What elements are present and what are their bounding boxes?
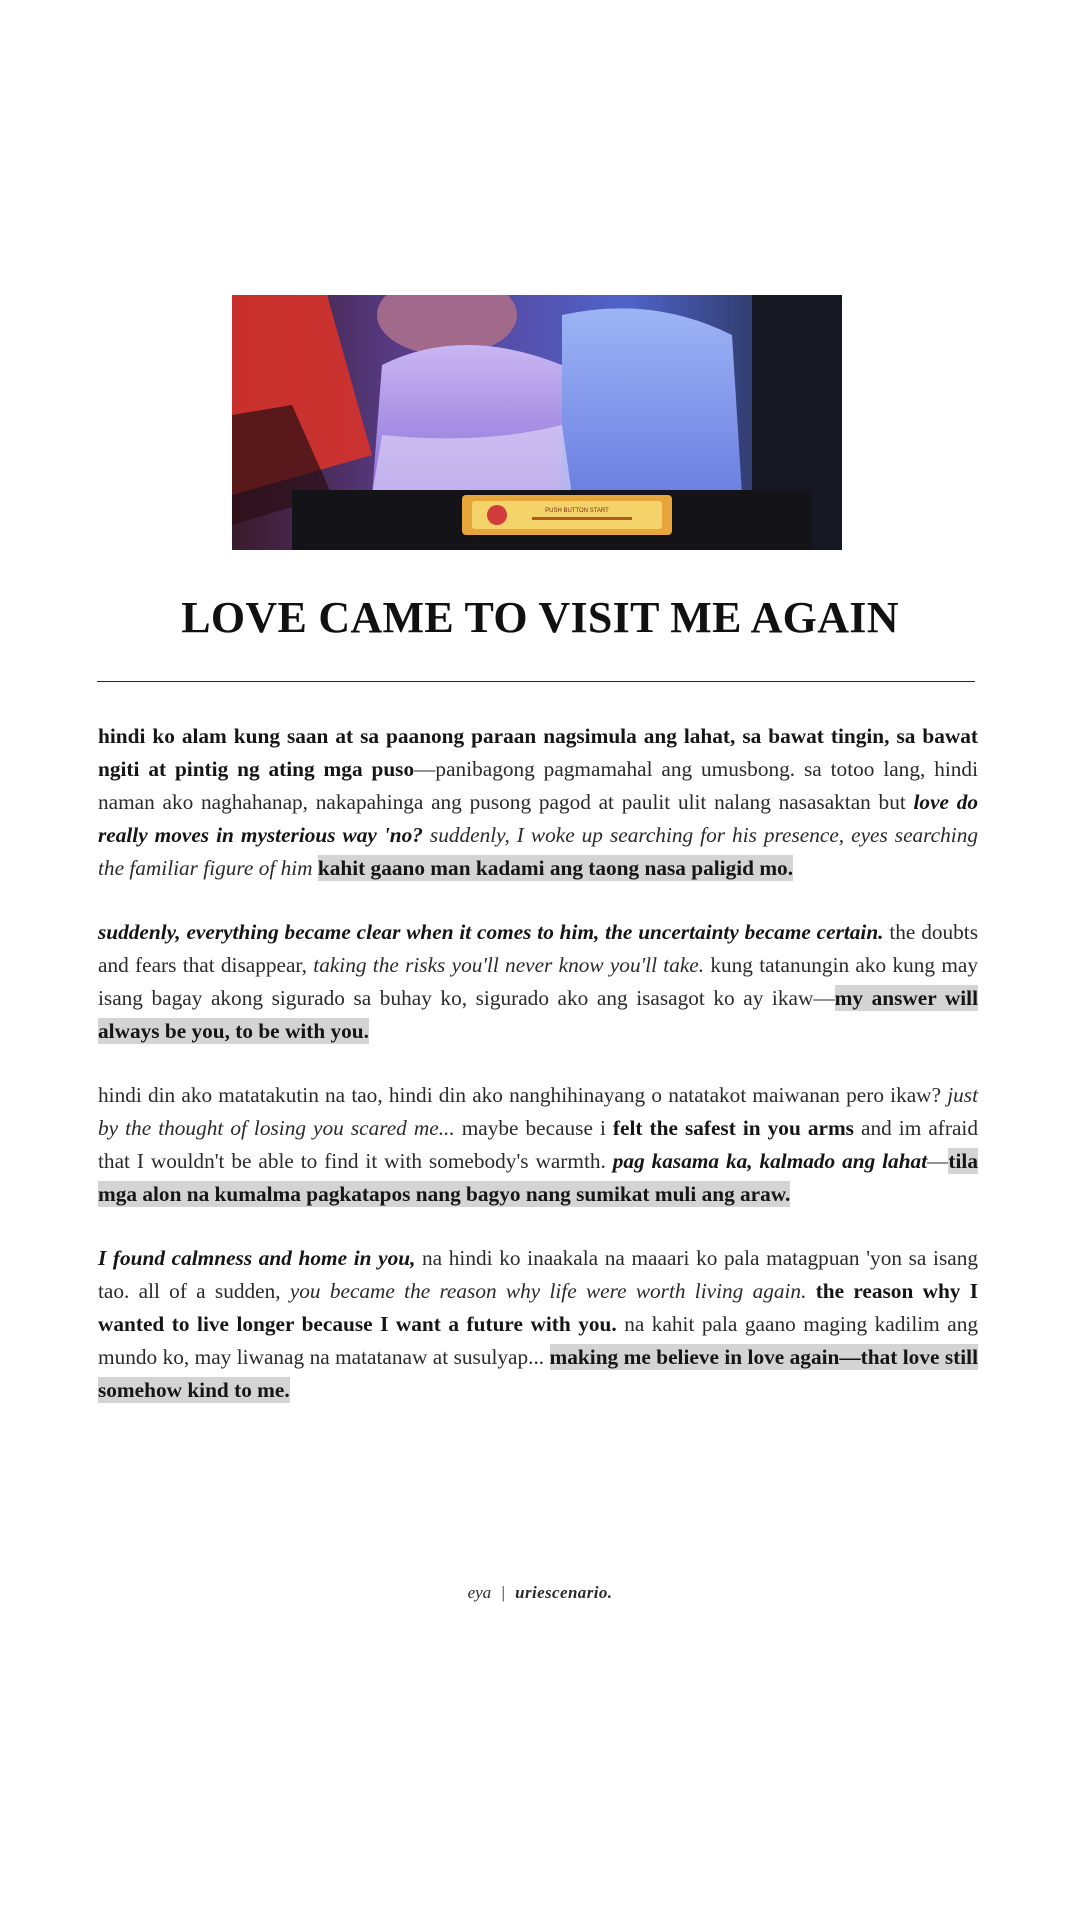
cover-photo-illustration <box>232 295 842 550</box>
text-run: the doubts and fears that disappear, <box>98 920 978 977</box>
highlighted-text: tila mga alon na kumalma pagkatapos nang bagyo nang sumikat muli ang araw. <box>98 1149 978 1206</box>
photo-sign-text: PUSH BUTTON START <box>545 508 609 514</box>
highlighted-text: kahit gaano man kadami ang taong nasa paligid mo. <box>317 856 794 880</box>
highlighted-text: making me believe in love again—that love still somehow kind to me. <box>98 1345 978 1402</box>
text-run: the reason why I wanted to live longer because I want a future with you. <box>98 1279 978 1336</box>
paragraph <box>98 1079 978 1211</box>
text-run: maybe because i <box>454 1116 613 1140</box>
text-run: —panibagong pagmamahal ang umusbong. sa totoo lang, hindi naman ako naghahanap, nakapahinga ang pusong pagod at paulit ulit nalang nasasaktan but <box>98 757 978 814</box>
cover-photo <box>232 295 842 550</box>
paragraph <box>98 916 978 1048</box>
text-run <box>806 1279 815 1303</box>
highlighted-text: my answer will always be you, to be with you. <box>98 986 978 1043</box>
signature <box>0 1583 1080 1603</box>
body-text <box>98 720 978 1438</box>
text-run: and im afraid that I wouldn't be able to find it with somebody's warmth. <box>98 1116 978 1173</box>
signature-handle: uriescenario. <box>515 1583 613 1602</box>
signature-author: eya <box>467 1583 492 1602</box>
page-title: LOVE CAME TO VISIT ME AGAIN <box>181 593 899 642</box>
text-run: suddenly, everything became clear when it comes to him, the uncertainty became certain. <box>98 920 884 944</box>
text-run: felt the safest in you arms <box>612 1116 854 1140</box>
text-run: — <box>927 1149 949 1173</box>
paragraph <box>98 1242 978 1407</box>
text-run: just by the thought of losing you scared me... <box>98 1083 978 1140</box>
text-run: suddenly, I woke up searching for his presence, eyes searching the familiar figure of him <box>98 823 978 880</box>
text-run: love do really moves in mysterious way 'no? <box>98 790 978 847</box>
text-run: na kahit pala gaano maging kadilim ang mundo ko, may liwanag na matatanaw at susulyap... <box>98 1312 978 1369</box>
text-run: taking the risks you'll never know you'll take. <box>313 953 705 977</box>
signature-separator: | <box>501 1583 505 1602</box>
text-run: pag kasama ka, kalmado ang lahat <box>612 1149 928 1173</box>
title-divider <box>97 681 975 682</box>
text-run: I found calmness and home in you, <box>98 1246 416 1270</box>
text-run: you became the reason why life were worth living again. <box>289 1279 807 1303</box>
text-run: kung tatanungin ako kung may isang bagay akong sigurado sa buhay ko, sigurado ako ang isasagot ko ay ikaw— <box>98 953 979 1010</box>
text-run: na hindi ko inaakala na maaari ko pala matagpuan 'yon sa isang tao. all of a sudden, <box>98 1246 978 1303</box>
paragraph <box>98 720 978 885</box>
text-run: hindi din ako matatakutin na tao, hindi din ako nanghihinayang o natatakot maiwanan pero ikaw? <box>98 1083 948 1107</box>
text-run: hindi ko alam kung saan at sa paanong paraan nagsimula ang lahat, sa bawat tingin, sa bawat ngiti at pintig ng ating mga puso <box>98 724 978 781</box>
